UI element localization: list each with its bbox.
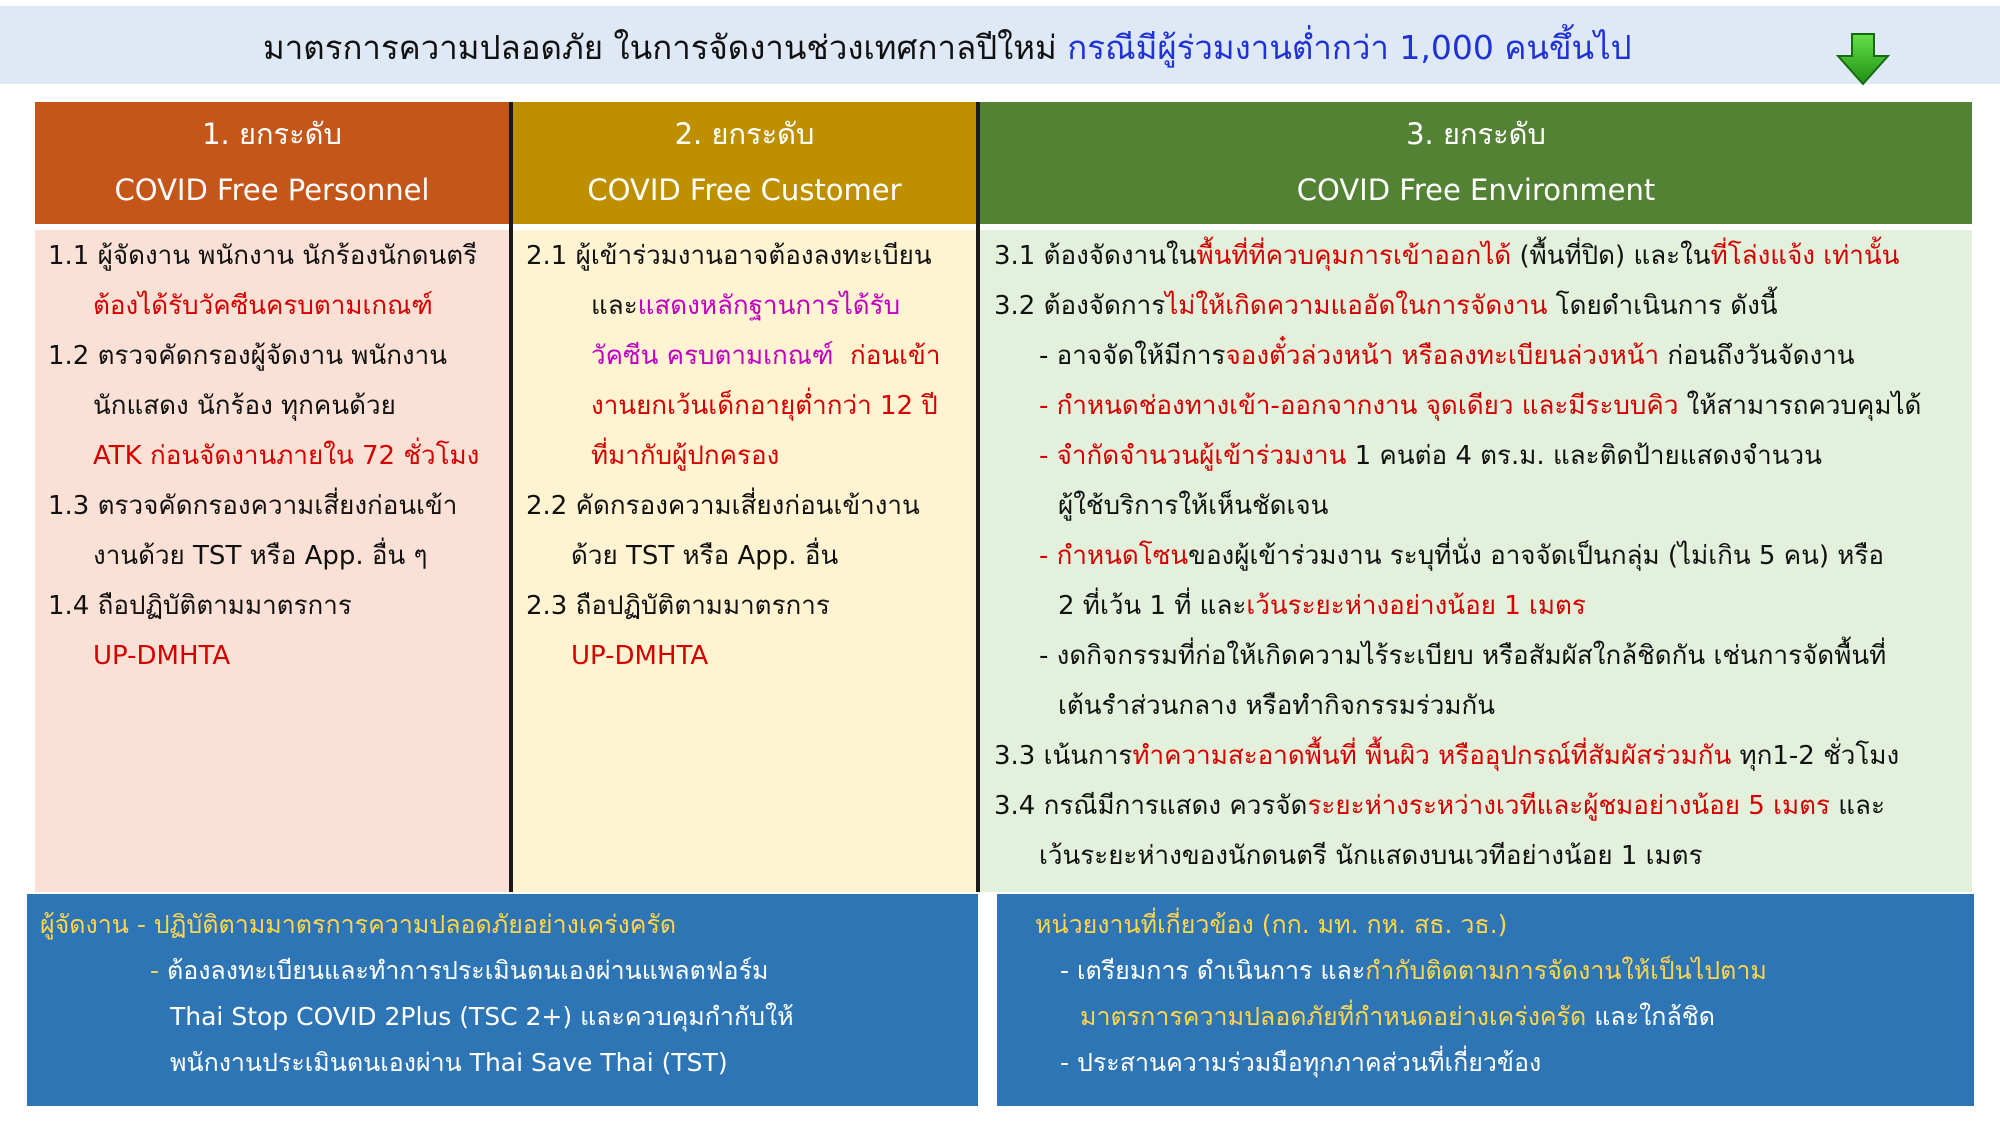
- footer-line: Thai Stop COVID 2Plus (TSC 2+) และควบคุมกำกับให้: [170, 1002, 794, 1031]
- title-main: มาตรการความปลอดภัย ในการจัดงานช่วงเทศกาลปีใหม่: [263, 28, 1057, 67]
- column-body-personnel: [35, 230, 509, 892]
- list-item: 3.1 ต้องจัดงานในพื้นที่ที่ควบคุมการเข้าออกได้ (พื้นที่ปิด) และในที่โล่งแจ้ง เท่านั้น: [994, 241, 1900, 271]
- column-header-customer: [513, 102, 976, 224]
- list-item: 2.3 ถือปฏิบัติตามมาตรการ: [526, 591, 830, 621]
- list-item: - งดกิจกรรมที่ก่อให้เกิดความไร้ระเบียบ หรือสัมผัสใกล้ชิดกัน เช่นการจัดพื้นที่: [1039, 641, 1887, 671]
- list-item: และแสดงหลักฐานการได้รับ: [591, 291, 901, 321]
- list-item: งานด้วย TST หรือ App. อื่น ๆ: [93, 541, 428, 571]
- footer-line: - ประสานความร่วมมือทุกภาคส่วนที่เกี่ยวข้อง: [1060, 1048, 1542, 1077]
- column-divider: [976, 102, 980, 892]
- footer-heading: หน่วยงานที่เกี่ยวข้อง (กก. มท. กห. สธ. วธ.): [1035, 910, 1508, 939]
- list-item: 2 ที่เว้น 1 ที่ และเว้นระยะห่างอย่างน้อย 1 เมตร: [1058, 591, 1586, 621]
- list-item: 3.4 กรณีมีการแสดง ควรจัดระยะห่างระหว่างเวทีและผู้ชมอย่างน้อย 5 เมตร และ: [994, 791, 1885, 821]
- column-header-number: 1. ยกระดับ: [202, 117, 342, 151]
- column-header-number: 2. ยกระดับ: [674, 117, 815, 151]
- list-item: UP-DMHTA: [571, 641, 709, 671]
- list-item: 1.4 ถือปฏิบัติตามมาตรการ: [48, 591, 352, 621]
- list-item: ATK ก่อนจัดงานภายใน 72 ชั่วโมง: [93, 441, 480, 471]
- column-header-title: COVID Free Environment: [1296, 173, 1656, 207]
- page-title: [263, 26, 1632, 70]
- list-item: - จำกัดจำนวนผู้เข้าร่วมงาน 1 คนต่อ 4 ตร.ม. และติดป้ายแสดงจำนวน: [1039, 441, 1822, 471]
- list-item: เต้นรำส่วนกลาง หรือทำกิจกรรมร่วมกัน: [1058, 691, 1496, 721]
- footer-heading: ผู้จัดงาน - ปฏิบัติตามมาตรการความปลอดภัยอย่างเคร่งครัด: [40, 910, 677, 939]
- footer-agencies: [997, 894, 1974, 1106]
- footer-line: พนักงานประเมินตนเองผ่าน Thai Save Thai (TST): [170, 1048, 728, 1077]
- footer-line: มาตรการความปลอดภัยที่กำหนดอย่างเคร่งครัด และใกล้ชิด: [1080, 1002, 1715, 1031]
- list-item: 1.1 ผู้จัดงาน พนักงาน นักร้องนักดนตรี: [48, 241, 478, 271]
- title-highlight: กรณีมีผู้ร่วมงานต่ำกว่า 1,000 คนขึ้นไป: [1067, 28, 1632, 67]
- footer-line: - เตรียมการ ดำเนินการ และกำกับติดตามการจัดงานให้เป็นไปตาม: [1060, 956, 1767, 985]
- column-body-customer: [513, 230, 976, 892]
- list-item: 3.3 เน้นการทำความสะอาดพื้นที่ พื้นผิว หรืออุปกรณ์ที่สัมผัสร่วมกัน ทุก1-2 ชั่วโมง: [994, 741, 1900, 771]
- list-item: 2.2 คัดกรองความเสี่ยงก่อนเข้างาน: [526, 491, 920, 521]
- column-header-title: COVID Free Customer: [587, 173, 902, 207]
- list-item: 1.2 ตรวจคัดกรองผู้จัดงาน พนักงาน: [48, 341, 448, 371]
- column-header-number: 3. ยกระดับ: [1406, 117, 1546, 151]
- list-item: - กำหนดโซนของผู้เข้าร่วมงาน ระบุที่นั่ง อาจจัดเป็นกลุ่ม (ไม่เกิน 5 คน) หรือ: [1039, 541, 1885, 571]
- column-header-title: COVID Free Personnel: [114, 173, 430, 207]
- list-item: - อาจจัดให้มีการจองตั๋วล่วงหน้า หรือลงทะเบียนล่วงหน้า ก่อนถึงวันจัดงาน: [1039, 341, 1855, 371]
- list-item: 3.2 ต้องจัดการไม่ให้เกิดความแออัดในการจัดงาน โดยดำเนินการ ดังนี้: [994, 291, 1778, 321]
- list-item: วัคซีน ครบตามเกณฑ์ ก่อนเข้า: [591, 341, 941, 371]
- list-item: งานยกเว้นเด็กอายุต่ำกว่า 12 ปี: [591, 391, 938, 421]
- list-item: นักแสดง นักร้อง ทุกคนด้วย: [93, 391, 396, 421]
- title-bar: [0, 6, 2000, 84]
- list-item: ด้วย TST หรือ App. อื่น: [571, 541, 839, 571]
- list-item: เว้นระยะห่างของนักดนตรี นักแสดงบนเวทีอย่างน้อย 1 เมตร: [1039, 841, 1703, 871]
- footer-line: - ต้องลงทะเบียนและทำการประเมินตนเองผ่านแพลตฟอร์ม: [150, 956, 769, 985]
- footer-organizer: [27, 894, 978, 1106]
- column-header-environment: [980, 102, 1972, 224]
- list-item: 1.3 ตรวจคัดกรองความเสี่ยงก่อนเข้า: [48, 491, 458, 521]
- column-header-personnel: [35, 102, 509, 224]
- list-item: UP-DMHTA: [93, 641, 231, 671]
- list-item: 2.1 ผู้เข้าร่วมงานอาจต้องลงทะเบียน: [526, 241, 932, 271]
- column-body-environment: [980, 230, 1972, 892]
- list-item: ที่มากับผู้ปกครอง: [591, 441, 780, 471]
- column-divider: [509, 102, 513, 892]
- list-item: - กำหนดช่องทางเข้า-ออกจากงาน จุดเดียว และมีระบบคิว ให้สามารถควบคุมได้: [1039, 391, 1922, 421]
- list-item: ต้องได้รับวัคซีนครบตามเกณฑ์: [93, 291, 433, 321]
- down-arrow-icon: [1834, 30, 1892, 88]
- list-item: ผู้ใช้บริการให้เห็นชัดเจน: [1058, 491, 1329, 521]
